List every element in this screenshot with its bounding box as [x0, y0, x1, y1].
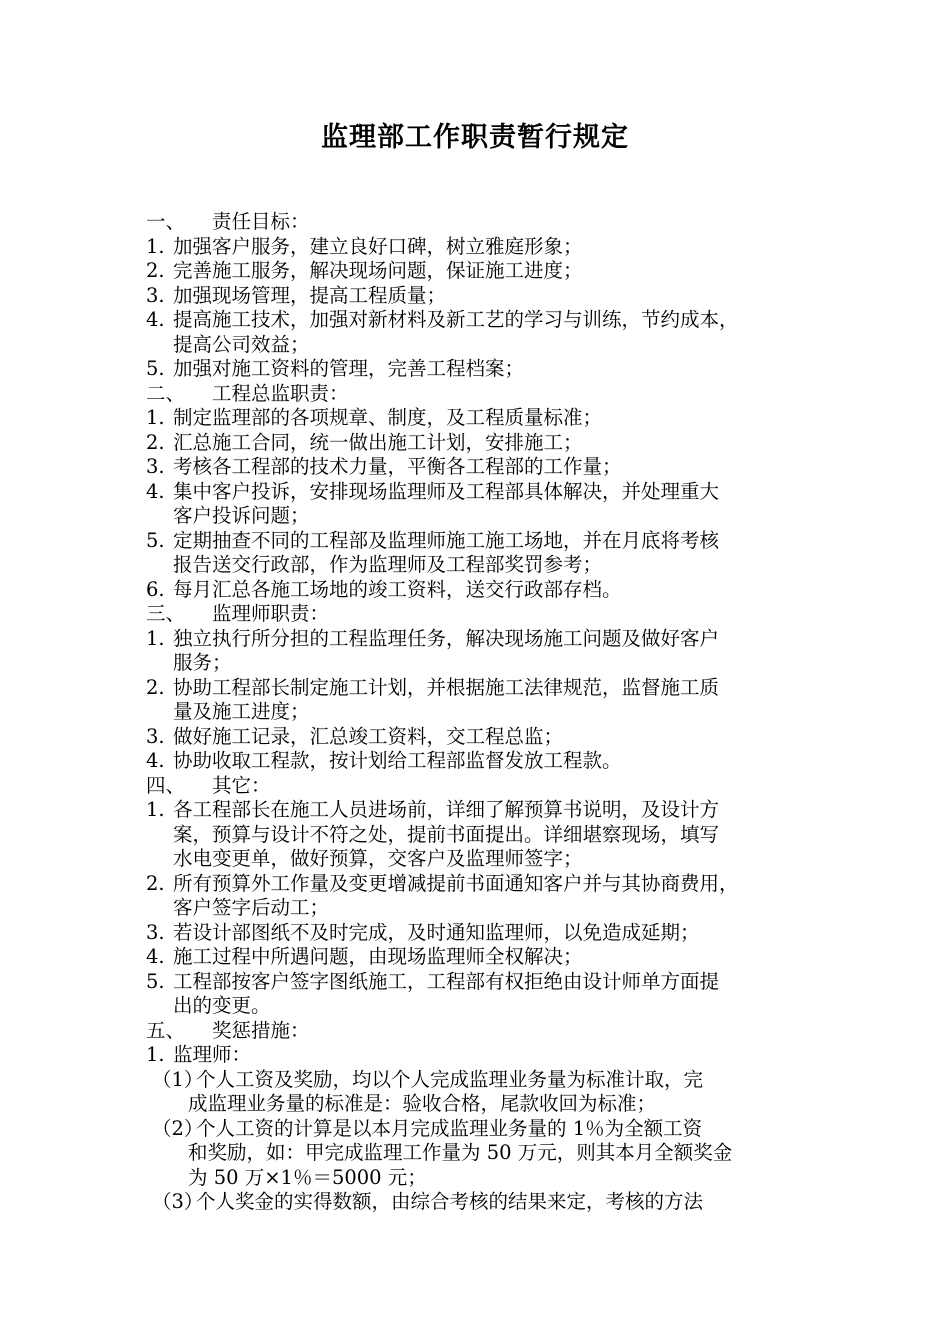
list-item-line — [146, 259, 826, 284]
list-item-line — [146, 798, 826, 823]
sub-list-item-text: 为 50 万×1％＝5000 元； — [188, 1165, 427, 1189]
section-number: 四、 — [146, 773, 186, 797]
list-item-text: 集中客户投诉，安排现场监理师及工程部具体解决，并处理重大 — [173, 479, 720, 503]
list-item-line — [146, 406, 826, 431]
sub-list-item-text: 个人工资及奖励，均以个人完成监理业务量为标准计取，完 — [196, 1067, 704, 1091]
list-item-line — [146, 749, 826, 774]
list-item-text: 量及施工进度； — [173, 700, 310, 723]
list-item-text: 加强对施工资料的管理，完善工程档案； — [173, 357, 525, 380]
list-item-text: 独立执行所分担的工程监理任务，解决现场施工问题及做好客户 — [173, 626, 720, 650]
list-item-line — [146, 284, 826, 309]
list-item-number: 6. — [146, 577, 165, 601]
list-item-number: 1. — [146, 406, 165, 429]
list-item — [146, 455, 826, 480]
sub-list-item-line — [146, 1166, 826, 1191]
list-item-line — [146, 896, 826, 921]
list-item-number: 1. — [146, 798, 165, 821]
sub-list-item-number: （1） — [152, 1067, 204, 1091]
sub-list-item-text: 个人奖金的实得数额，由综合考核的结果来定，考核的方法 — [196, 1190, 704, 1213]
section-number: 五、 — [146, 1018, 186, 1042]
list-item-number: 2. — [146, 871, 165, 895]
list-item-text: 案，预算与设计不符之处，提前书面提出。详细堪察现场，填写 — [173, 822, 720, 846]
list-item — [146, 308, 826, 357]
list-item-number: 4. — [146, 308, 165, 331]
list-item-line — [146, 455, 826, 480]
list-item-text: 定期抽查不同的工程部及监理师施工施工场地，并在月底将考核 — [173, 528, 720, 552]
list-item-number: 3. — [146, 455, 165, 478]
list-item-line — [146, 847, 826, 872]
list-item-text: 各工程部长在施工人员进场前，详细了解预算书说明，及设计方 — [173, 798, 720, 821]
list-item-text: 监理师： — [173, 1043, 252, 1066]
section-title: 工程总监职责： — [212, 381, 349, 405]
list-item-text: 协助工程部长制定施工计划，并根据施工法律规范，监督施工质 — [173, 675, 720, 699]
list-item-line — [146, 333, 826, 358]
list-item-number: 4. — [146, 945, 165, 968]
list-item — [146, 725, 826, 750]
list-item-text: 工程部按客户签字图纸施工，工程部有权拒绝由设计师单方面提 — [173, 969, 720, 993]
sub-list-item-line — [146, 1190, 826, 1215]
list-item — [146, 578, 826, 603]
list-item-text: 施工过程中所遇问题，由现场监理师全权解决； — [173, 945, 583, 968]
list-item-number: 4. — [146, 479, 165, 503]
list-item — [146, 749, 826, 774]
list-item-number: 2. — [146, 675, 165, 699]
sub-list-item-line — [146, 1092, 826, 1117]
list-item-line — [146, 823, 826, 848]
section-heading — [146, 1019, 826, 1044]
list-item — [146, 676, 826, 725]
section-heading — [146, 210, 826, 235]
list-item-line — [146, 504, 826, 529]
list-item — [146, 431, 826, 456]
list-item-text: 考核各工程部的技术力量，平衡各工程部的工作量； — [173, 455, 622, 478]
list-item-line — [146, 235, 826, 260]
list-item — [146, 798, 826, 872]
list-item-number: 2. — [146, 430, 165, 454]
list-item-text: 完善施工服务，解决现场问题，保证施工进度； — [173, 259, 583, 282]
list-item — [146, 872, 826, 921]
list-item-text: 所有预算外工作量及变更增减提前书面通知客户并与其协商费用， — [173, 871, 739, 895]
list-item-line — [146, 970, 826, 995]
list-item-line — [146, 994, 826, 1019]
list-item — [146, 529, 826, 578]
sub-list-item-number: （3） — [152, 1190, 204, 1213]
list-item-text: 服务； — [173, 651, 232, 674]
list-item-text: 报告送交行政部，作为监理师及工程部奖罚参考； — [173, 553, 603, 576]
list-item-line — [146, 627, 826, 652]
sub-list-item-text: 成监理业务量的标准是：验收合格，尾款收回为标准； — [188, 1092, 657, 1115]
sub-list-item — [146, 1068, 826, 1117]
list-item-text: 协助收取工程款，按计划给工程部监督发放工程款。 — [173, 749, 622, 772]
sub-list-item-line — [146, 1141, 826, 1166]
section-number: 三、 — [146, 602, 186, 625]
list-item-line — [146, 1043, 826, 1068]
list-item-text: 每月汇总各施工场地的竣工资料，送交行政部存档。 — [173, 577, 622, 601]
section-number: 一、 — [146, 210, 186, 233]
list-item-text: 若设计部图纸不及时完成，及时通知监理师，以免造成延期； — [173, 920, 700, 944]
document-body — [146, 210, 826, 1215]
list-item-line — [146, 872, 826, 897]
sub-list-item-text: 和奖励，如：甲完成监理工作量为 50 万元，则其本月全额奖金 — [188, 1141, 733, 1164]
list-item-text: 水电变更单，做好预算，交客户及监理师签字； — [173, 847, 583, 870]
list-item-line — [146, 553, 826, 578]
list-item — [146, 406, 826, 431]
list-item-line — [146, 308, 826, 333]
list-item-text: 提高施工技术，加强对新材料及新工艺的学习与训练，节约成本， — [173, 308, 739, 331]
list-item-number: 5. — [146, 969, 165, 993]
list-item-number: 2. — [146, 259, 165, 282]
section-title: 奖惩措施： — [212, 1018, 310, 1042]
sub-list-item-line — [146, 1117, 826, 1142]
list-item — [146, 235, 826, 260]
list-item-line — [146, 529, 826, 554]
list-item-number: 3. — [146, 283, 165, 307]
list-item-line — [146, 921, 826, 946]
sub-list-item — [146, 1190, 826, 1215]
list-item-text: 加强客户服务，建立良好口碑，树立雅庭形象； — [173, 234, 583, 258]
section-title: 监理师职责： — [212, 602, 330, 625]
list-item-number: 1. — [146, 234, 165, 258]
list-item-number: 5. — [146, 357, 165, 380]
list-item — [146, 357, 826, 382]
list-item-number: 1. — [146, 626, 165, 650]
list-item-text: 制定监理部的各项规章、制度，及工程质量标准； — [173, 406, 603, 429]
list-item-number: 1. — [146, 1043, 165, 1066]
list-item-line — [146, 431, 826, 456]
sub-list-item-number: （2） — [152, 1116, 204, 1140]
section-title: 其它： — [212, 773, 271, 797]
list-item-text: 提高公司效益； — [173, 332, 310, 356]
section-heading — [146, 602, 826, 627]
sub-list-item-line — [146, 1068, 826, 1093]
list-item-text: 做好施工记录，汇总竣工资料，交工程总监； — [173, 724, 564, 748]
list-item-line — [146, 676, 826, 701]
list-item-number: 3. — [146, 724, 165, 748]
list-item-number: 3. — [146, 920, 165, 944]
section-number: 二、 — [146, 381, 186, 405]
list-item-line — [146, 651, 826, 676]
list-item-text: 出的变更。 — [173, 994, 271, 1017]
list-item — [146, 945, 826, 970]
list-item-line — [146, 357, 826, 382]
section-heading — [146, 382, 826, 407]
list-item-number: 4. — [146, 749, 165, 772]
list-item-line — [146, 700, 826, 725]
list-item-text: 客户投诉问题； — [173, 504, 310, 527]
section-heading — [146, 774, 826, 799]
list-item-text: 客户签字后动工； — [173, 896, 330, 919]
list-item — [146, 284, 826, 309]
list-item-line — [146, 480, 826, 505]
section-title: 责任目标： — [212, 210, 310, 233]
sub-list-item-text: 个人工资的计算是以本月完成监理业务量的 1％为全额工资 — [196, 1116, 703, 1140]
list-item-text: 汇总施工合同，统一做出施工计划，安排施工； — [173, 430, 583, 454]
list-item — [146, 921, 826, 946]
list-item — [146, 970, 826, 1019]
list-item — [146, 1043, 826, 1068]
list-item — [146, 259, 826, 284]
list-item — [146, 480, 826, 529]
list-item-number: 5. — [146, 528, 165, 552]
list-item-line — [146, 578, 826, 603]
list-item-text: 加强现场管理，提高工程质量； — [173, 283, 447, 307]
document-title: 监理部工作职责暂行规定 — [321, 122, 629, 153]
list-item-line — [146, 945, 826, 970]
list-item-line — [146, 725, 826, 750]
list-item — [146, 627, 826, 676]
sub-list-item — [146, 1117, 826, 1191]
